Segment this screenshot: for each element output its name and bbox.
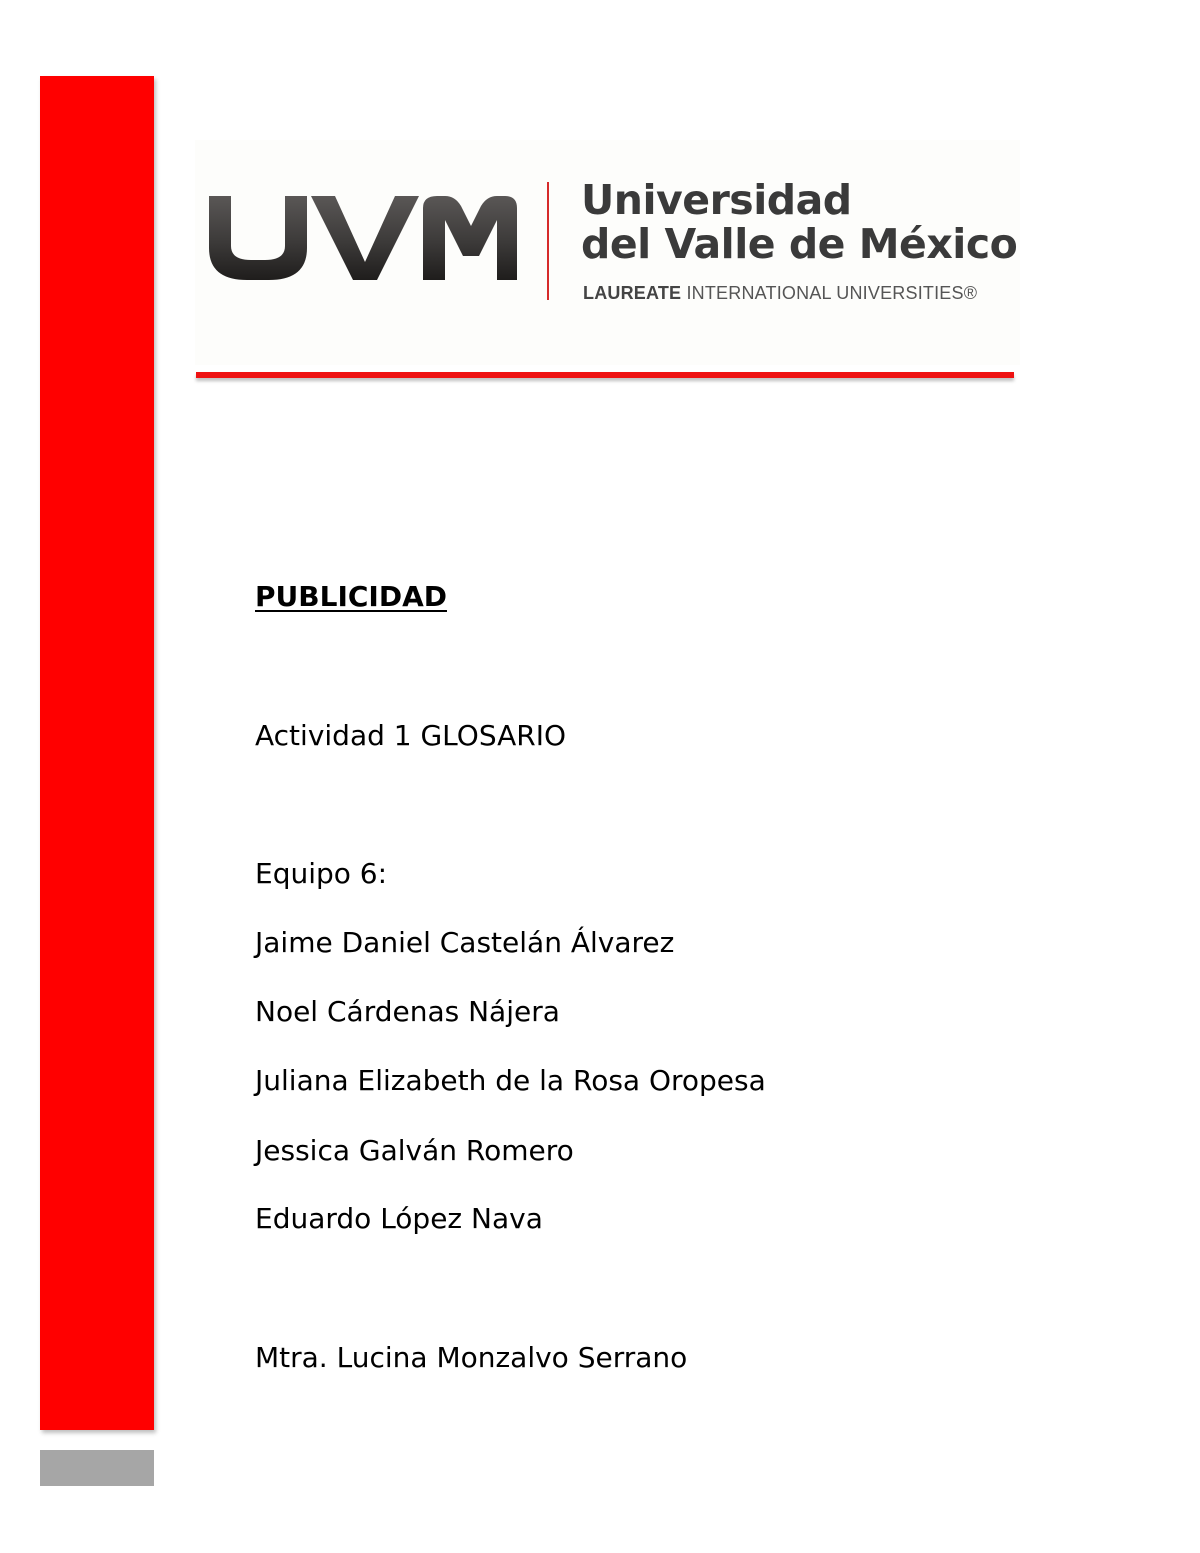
team-label: Equipo 6: [255, 857, 388, 890]
gray-side-block [40, 1450, 154, 1486]
red-horizontal-rule [196, 372, 1014, 378]
team-member: Eduardo López Nava [255, 1202, 543, 1235]
uvm-logo-mark [207, 194, 519, 282]
tagline-rest: INTERNATIONAL UNIVERSITIES® [681, 283, 978, 303]
university-name-line2: del Valle de México [581, 220, 1018, 268]
subject-title: PUBLICIDAD [255, 580, 447, 613]
university-name-line1: Universidad [581, 176, 852, 224]
team-member: Noel Cárdenas Nájera [255, 995, 560, 1028]
team-member: Jaime Daniel Castelán Álvarez [255, 926, 675, 959]
activity-title: Actividad 1 GLOSARIO [255, 719, 567, 752]
university-name [581, 178, 1017, 266]
logo-tagline [583, 283, 977, 304]
teacher-name: Mtra. Lucina Monzalvo Serrano [255, 1341, 688, 1374]
team-member: Juliana Elizabeth de la Rosa Oropesa [255, 1064, 766, 1097]
red-side-bar [40, 76, 154, 1430]
uvm-logo [195, 140, 1020, 365]
team-member: Jessica Galván Romero [255, 1134, 574, 1167]
logo-divider [547, 182, 549, 300]
tagline-laureate: LAUREATE [583, 283, 682, 303]
